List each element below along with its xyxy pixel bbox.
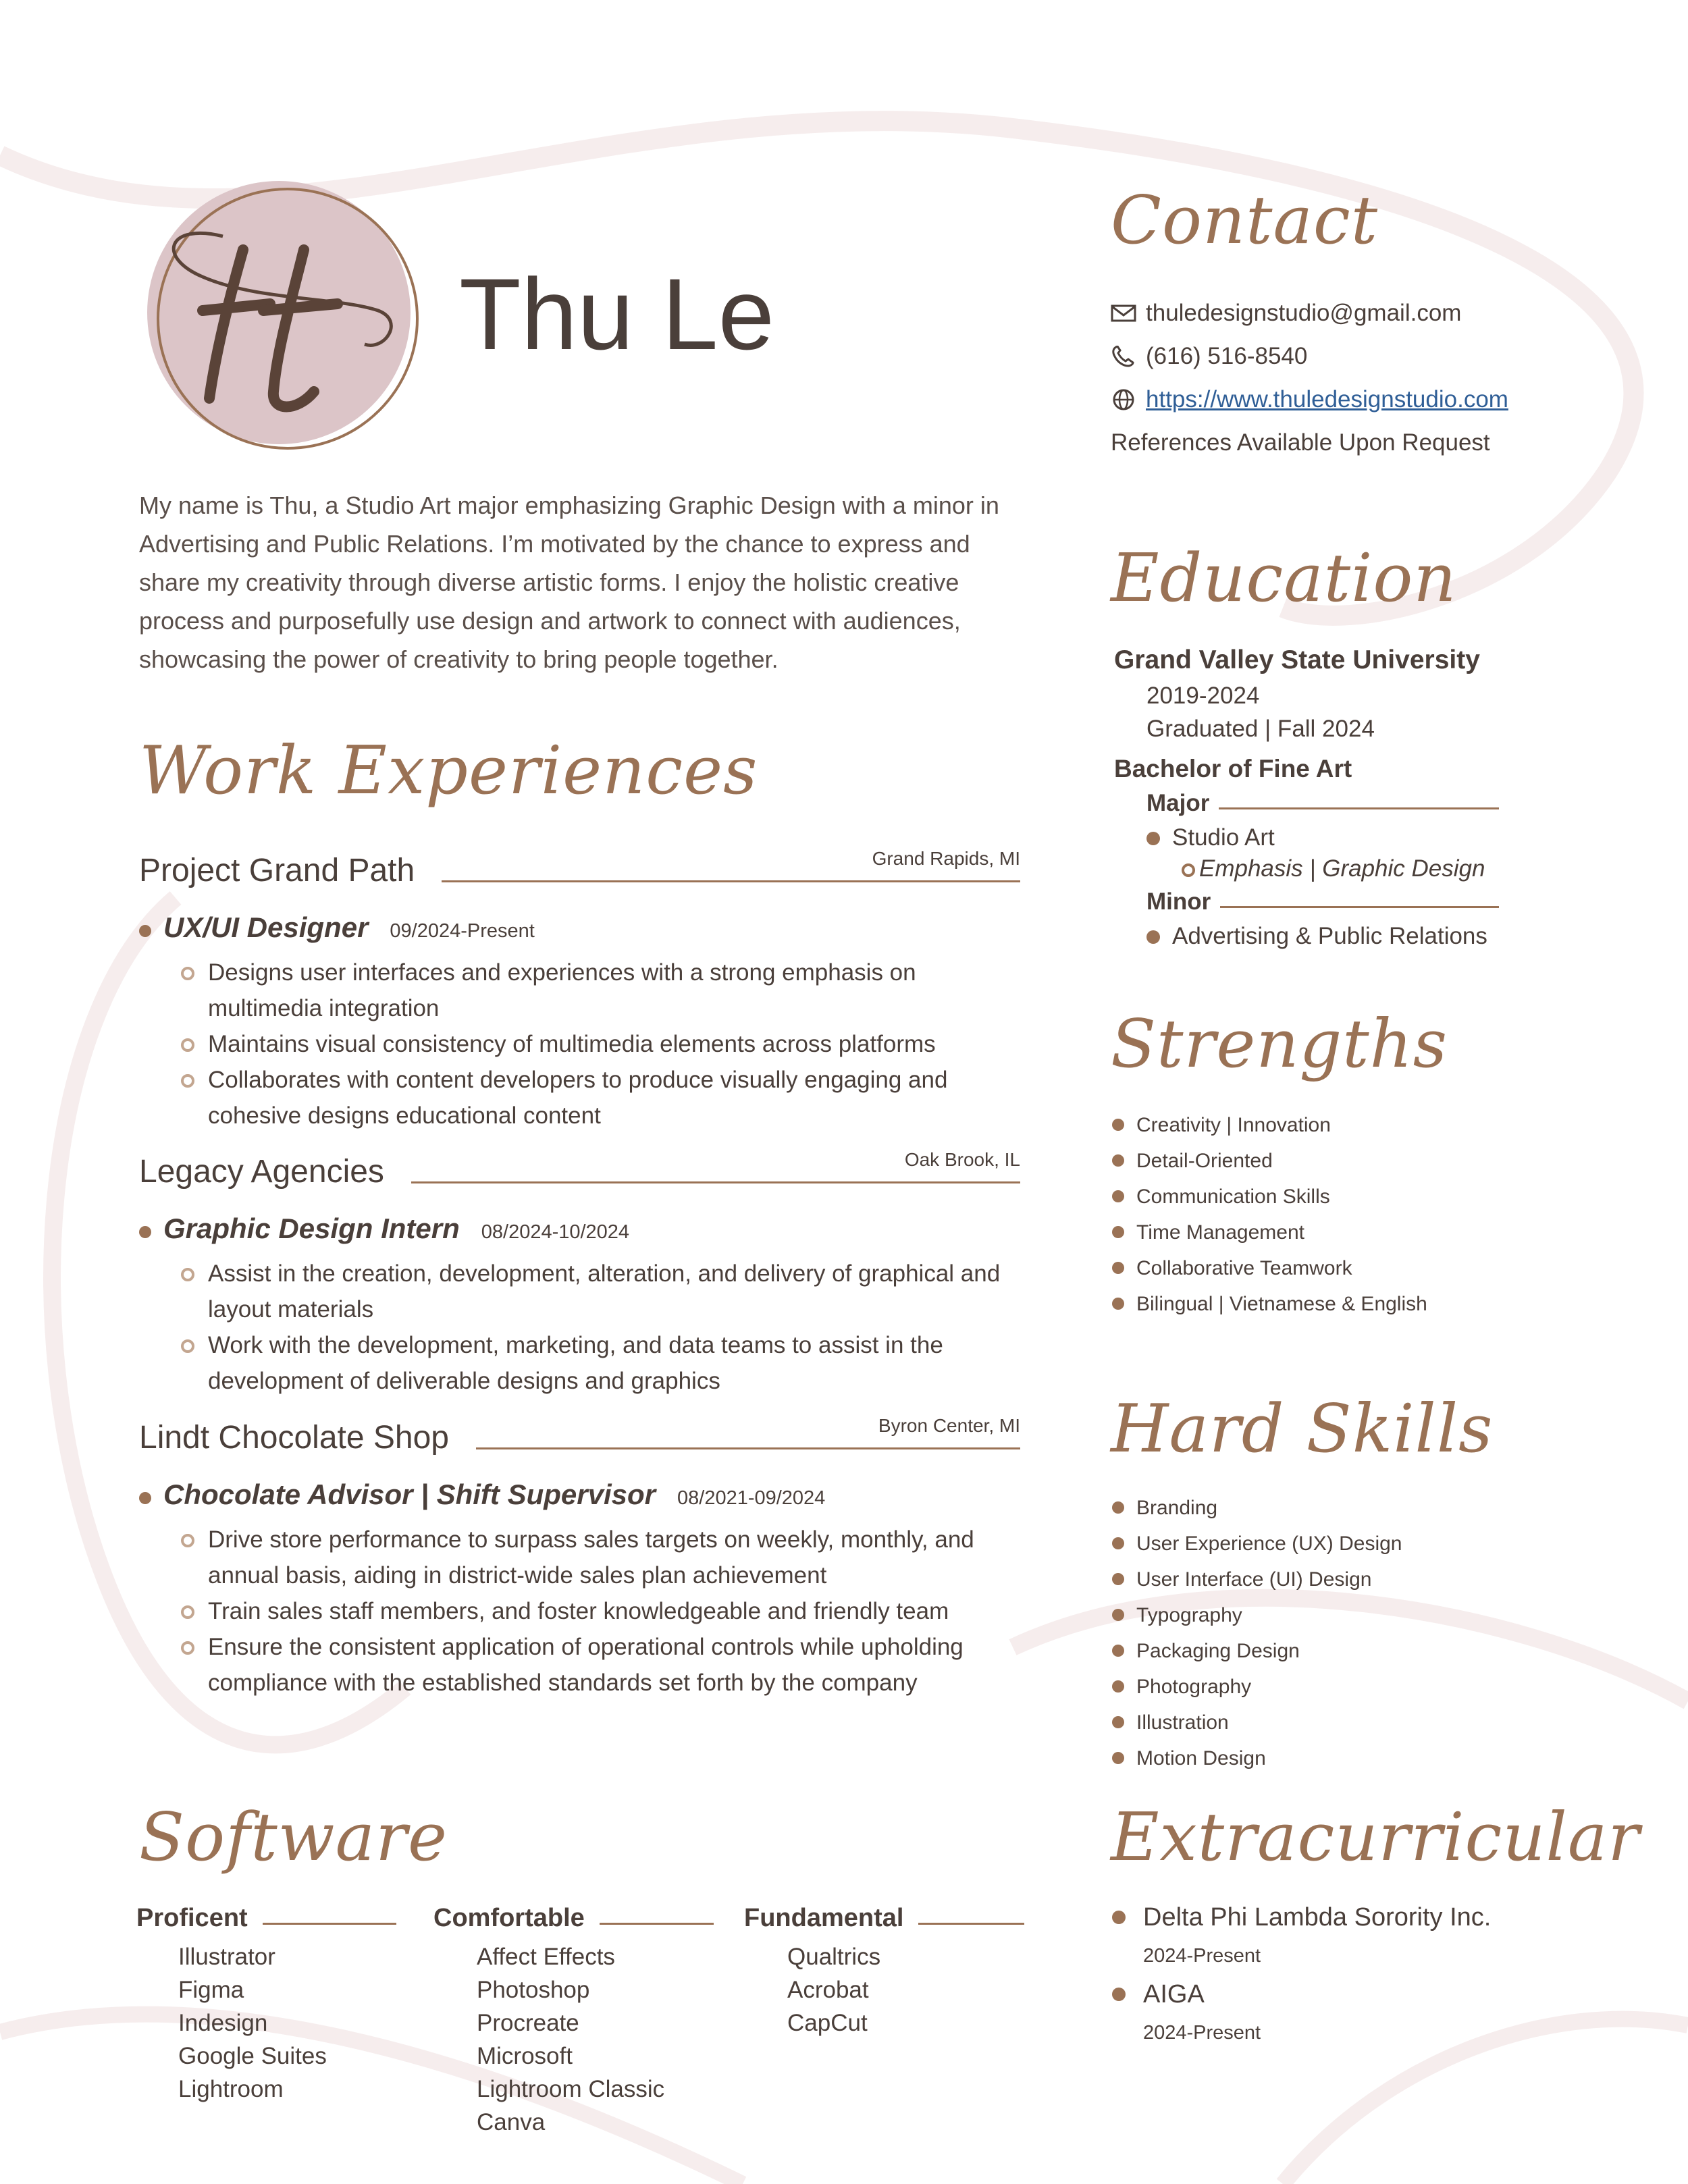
list-item: Typography	[1111, 1597, 1402, 1633]
job-entry	[139, 1149, 1020, 1399]
software-column	[744, 1904, 1024, 2040]
list-item: Maintains visual consistency of multimedia elements across platforms	[139, 1026, 1020, 1062]
list-item: Motion Design	[1111, 1740, 1402, 1776]
education-block	[1114, 641, 1499, 952]
list-item: Work with the development, marketing, and data teams to assist in the development of deliverable designs and graphics	[139, 1327, 1020, 1399]
list-item: Collaborative Teamwork	[1111, 1250, 1427, 1286]
minor-value: Advertising & Public Relations	[1114, 921, 1499, 952]
monogram-logo	[162, 209, 405, 432]
list-item: Qualtrics	[787, 1944, 881, 1970]
list-item: Time Management	[1111, 1215, 1427, 1250]
job-entry	[139, 1415, 1020, 1701]
list-item: Drive store performance to surpass sales targets on weekly, monthly, and annual basis, aiding in district-wide sales plan achievement	[139, 1522, 1020, 1593]
list-item: Lightroom Classic	[477, 2076, 665, 2102]
job-dates: 08/2021-09/2024	[677, 1487, 826, 1509]
list-item: Canva	[477, 2109, 546, 2135]
hard-skills-list	[1111, 1490, 1402, 1776]
minor-label: Minor	[1146, 888, 1220, 915]
list-item: Designs user interfaces and experiences with a strong emphasis on multimedia integration	[139, 955, 1020, 1026]
list-item: Google Suites	[178, 2043, 327, 2069]
emphasis-value: Graphic Design	[1322, 855, 1485, 882]
list-item: Illustrator	[178, 1944, 275, 1970]
organization-name: AIGA	[1111, 1974, 1491, 2015]
list-item: Bilingual | Vietnamese & English	[1111, 1286, 1427, 1322]
candidate-name: Thu Le	[459, 257, 774, 371]
job-bullets	[139, 1522, 1020, 1701]
job-location: Oak Brook, IL	[904, 1149, 1020, 1170]
software-column-header	[744, 1904, 1024, 1940]
list-item: Photography	[1111, 1669, 1402, 1705]
graduation-status: Graduated | Fall 2024	[1146, 716, 1375, 742]
emphasis-row: Emphasis | Graphic Design	[1114, 853, 1499, 884]
company-name: Lindt Chocolate Shop	[139, 1419, 476, 1456]
extracurricular-block	[1111, 1897, 1491, 2051]
organization-dates: 2024-Present	[1143, 1945, 1261, 1967]
software-list	[744, 1940, 1024, 2040]
role-row	[139, 911, 1020, 951]
contact-email[interactable]: thuledesignstudio@gmail.com	[1146, 300, 1462, 326]
list-item: Assist in the creation, development, alteration, and delivery of graphical and layout materials	[139, 1256, 1020, 1327]
job-bullets	[139, 1256, 1020, 1399]
work-heading: Work Experiences	[139, 733, 758, 809]
list-item: CapCut	[787, 2010, 868, 2036]
contact-phone-row[interactable]	[1111, 335, 1508, 378]
software-level: Fundamental	[744, 1904, 918, 1933]
software-column-header	[433, 1904, 714, 1940]
major-header	[1114, 790, 1499, 822]
strengths-heading: Strengths	[1111, 1006, 1448, 1083]
list-item: Indesign	[178, 2010, 268, 2036]
major-label: Major	[1146, 790, 1219, 817]
list-item: User Experience (UX) Design	[1111, 1526, 1402, 1562]
job-dates: 09/2024-Present	[390, 920, 535, 942]
school-name: Grand Valley State University	[1114, 645, 1480, 674]
job-title: UX/UI Designer	[163, 911, 369, 943]
list-item: User Interface (UI) Design	[1111, 1562, 1402, 1597]
list-item: Collaborates with content developers to produce visually engaging and cohesive designs educational content	[139, 1062, 1020, 1134]
hard-skills-heading: Hard Skills	[1111, 1391, 1494, 1468]
bullet-dot	[139, 1492, 151, 1504]
role-row	[139, 1479, 1020, 1518]
list-item: Figma	[178, 1977, 244, 2003]
list-item: Acrobat	[787, 1977, 869, 2003]
list-item: Branding	[1111, 1490, 1402, 1526]
contact-website-row[interactable]	[1111, 378, 1508, 421]
list-item: Affect Effects	[477, 1944, 615, 1970]
organization-name: Delta Phi Lambda Sorority Inc.	[1111, 1897, 1491, 1938]
list-item: Train sales staff members, and foster knowledgeable and friendly team	[139, 1593, 1020, 1629]
list-item: Creativity | Innovation	[1111, 1107, 1427, 1143]
list-item: Microsoft	[477, 2043, 573, 2069]
job-title: Graphic Design Intern	[163, 1213, 460, 1244]
envelope-icon	[1111, 302, 1136, 324]
list-item: Communication Skills	[1111, 1179, 1427, 1215]
job-dates: 08/2024-10/2024	[481, 1221, 630, 1243]
references-note: References Available Upon Request	[1111, 429, 1490, 456]
job-header	[139, 1415, 1020, 1466]
website-link[interactable]: https://www.thuledesignstudio.com	[1146, 386, 1508, 412]
company-name: Legacy Agencies	[139, 1153, 411, 1190]
list-item: Illustration	[1111, 1705, 1402, 1740]
organization-dates: 2024-Present	[1143, 2022, 1261, 2044]
software-column	[136, 1904, 396, 2106]
contact-block	[1111, 292, 1508, 464]
phone-icon	[1111, 346, 1136, 367]
job-role	[163, 1213, 629, 1245]
job-header	[139, 1149, 1020, 1200]
software-level: Comfortable	[433, 1904, 600, 1933]
company-name: Project Grand Path	[139, 852, 442, 889]
list-item: Photoshop	[477, 1977, 590, 2003]
strengths-list	[1111, 1107, 1427, 1322]
school-years: 2019-2024	[1146, 683, 1260, 709]
emphasis-label: Emphasis	[1199, 855, 1303, 882]
job-role	[163, 911, 535, 944]
job-location: Byron Center, MI	[878, 1415, 1020, 1436]
education-heading: Education	[1111, 540, 1457, 617]
job-bullets	[139, 955, 1020, 1134]
list-item: Detail-Oriented	[1111, 1143, 1427, 1179]
list-item: Lightroom	[178, 2076, 284, 2102]
minor-header	[1114, 888, 1499, 921]
software-list	[433, 1940, 714, 2139]
extracurricular-heading: Extracurricular	[1111, 1799, 1641, 1876]
degree-name: Bachelor of Fine Art	[1114, 755, 1352, 782]
list-item: Packaging Design	[1111, 1633, 1402, 1669]
contact-email-row[interactable]	[1111, 292, 1508, 335]
role-row	[139, 1213, 1020, 1252]
bullet-dot	[139, 1226, 151, 1238]
summary-paragraph: My name is Thu, a Studio Art major emphasizing Graphic Design with a minor in Advertising and Public Relations. I’m motivated by the chance to express and share my creativity through diverse artistic forms. I enjoy the holistic creative process and purposefully use design and artwork to connect with audiences, showcasing the power of creativity to bring people together.	[139, 491, 999, 673]
bullet-dot	[139, 925, 151, 937]
contact-heading: Contact	[1111, 182, 1379, 259]
globe-icon	[1111, 389, 1136, 410]
job-role	[163, 1479, 825, 1511]
software-column	[433, 1904, 714, 2139]
software-heading: Software	[139, 1799, 448, 1876]
job-header	[139, 848, 1020, 899]
software-level: Proficent	[136, 1904, 263, 1933]
major-value: Studio Art	[1114, 822, 1499, 853]
software-list	[136, 1940, 396, 2106]
job-entry	[139, 848, 1020, 1134]
job-title: Chocolate Advisor | Shift Supervisor	[163, 1479, 656, 1510]
software-column-header	[136, 1904, 396, 1940]
contact-phone[interactable]: (616) 516-8540	[1146, 343, 1308, 369]
list-item: Ensure the consistent application of operational controls while upholding compliance with the established standards set forth by the company	[139, 1629, 1020, 1701]
job-location: Grand Rapids, MI	[872, 848, 1020, 869]
list-item: Procreate	[477, 2010, 579, 2036]
